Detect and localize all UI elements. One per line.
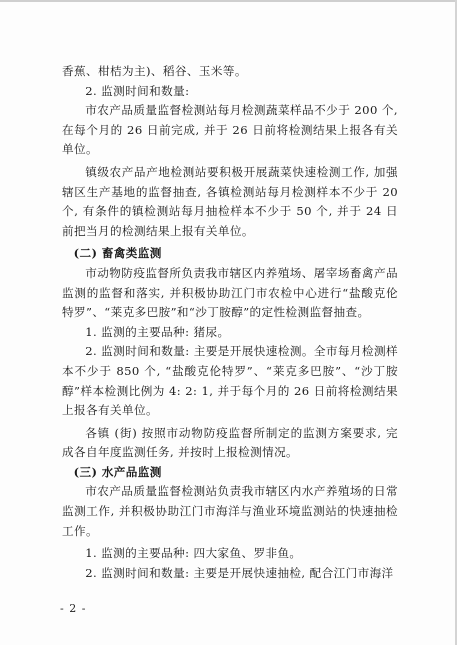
section-heading-aquatic: (三) 水产品监测 [73, 464, 162, 479]
paragraph-monitoring-time-1: 2. 监测时间和数量: [85, 83, 190, 98]
paragraph-crop-list-end: 香蕉、柑桔为主)、稻谷、玉米等。 [62, 64, 247, 78]
page-number: - 2 - [60, 602, 87, 615]
paragraph-aquatic-supervision: 市农产品质量监督检测站负责我市辖区内水产养殖场的日常监测工作, 并积极协助江门市海洋与渔业环境监测站的快速抽检工作。 [62, 484, 398, 538]
page-border-top [0, 0, 457, 2]
paragraph-city-vegetable-testing: 市农产品质量监督检测站每月检测蔬菜样品不少于 200 个, 在每个月的 26 日前完成, 并于 26 日前将检测结果上报各有关单位。 [62, 103, 398, 157]
paragraph-livestock-supervision: 市动物防疫监督所负责我市辖区内养殖场、屠宰场畜禽产品监测的监督和落实, 并积极协助江门市农检中心进行“盐酸克伦特罗”、“莱克多巴胺”和“沙丁胺醇”的定性检测监督抽查。 [62, 265, 398, 320]
document-body [62, 62, 398, 583]
paragraph-town-vegetable-testing: 镇级农产品产地检测站要积极开展蔬菜快速检测工作, 加强辖区生产基地的监督抽查, 各镇检测站每月检测样本不少于 20 个, 有条件的镇检测站每月抽检样本不少于 50 个, 并于 24 日前把当月的检测结果上报有关单位。 [62, 164, 398, 238]
paragraph-aquatic-time-quantity: 2. 监测时间和数量: 主要是开展快速抽检, 配合江门市海洋 [85, 565, 394, 580]
paragraph-livestock-time-quantity: 2. 监测时间和数量: 主要是开展快速检测。全市每月检测样本不少于 850 个, “盐酸克伦特罗”、“莱克多巴胺”、“沙丁胺醇”样本检测比例为 4: 2: 1, 并于每个月的 26 日前将检测结果上报各有关单位。 [62, 344, 398, 418]
paragraph-livestock-varieties: 1. 监测的主要品种: 猪尿。 [85, 324, 230, 339]
paragraph-aquatic-varieties: 1. 监测的主要品种: 四大家鱼、罗非鱼。 [85, 546, 302, 561]
section-heading-livestock: (二) 畜禽类监测 [73, 246, 162, 261]
paragraph-town-livestock-tasks: 各镇 (街) 按照市动物防疫监督所制定的监测方案要求, 完成各自年度监测任务, 并按时上报检测情况。 [62, 425, 398, 460]
